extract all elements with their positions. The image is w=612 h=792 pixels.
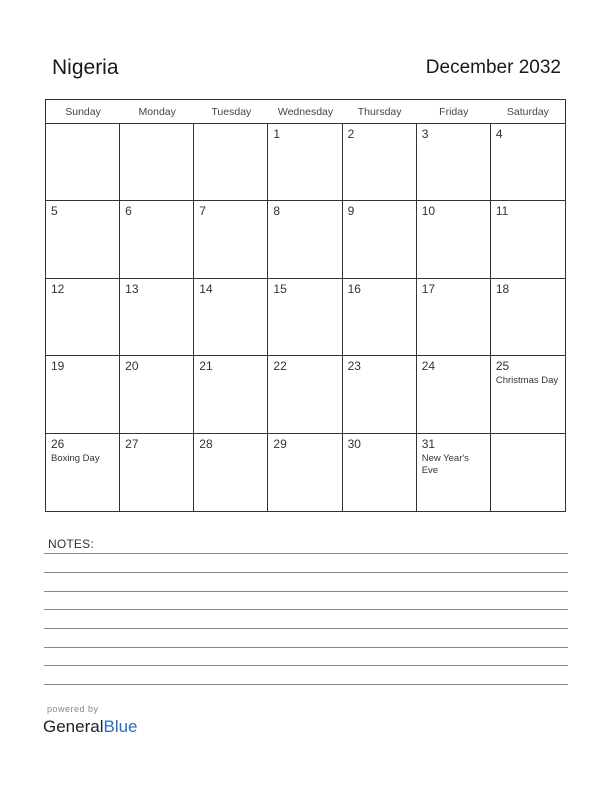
day-cell (491, 356, 565, 433)
day-number: 11 (495, 204, 509, 219)
day-number: 25 (495, 359, 510, 374)
day-cell (268, 434, 342, 511)
calendar-day-grid (46, 124, 565, 511)
note-line (44, 553, 568, 554)
day-number: 10 (421, 204, 436, 219)
day-number: 5 (51, 204, 58, 219)
note-line (44, 628, 568, 629)
day-cell (46, 201, 120, 278)
day-number: 19 (51, 359, 65, 374)
day-cell (268, 201, 342, 278)
weekday-tuesday: Tuesday (211, 106, 252, 118)
day-cell (194, 356, 268, 433)
day-cell (491, 201, 565, 278)
day-number: 9 (347, 204, 355, 219)
calendar-country-title: Nigeria (52, 56, 119, 79)
note-line (44, 572, 568, 573)
day-number: 6 (125, 204, 132, 219)
note-line (44, 609, 568, 610)
day-number: 27 (125, 436, 139, 451)
day-number: 22 (273, 359, 287, 374)
day-number: 1 (273, 127, 281, 141)
note-line (44, 591, 568, 592)
day-number: 23 (347, 359, 361, 374)
day-number: 28 (199, 436, 213, 451)
calendar-month-title: December 2032 (425, 57, 561, 78)
day-cell (491, 279, 565, 356)
brand-blue-text: Blue (103, 717, 138, 736)
note-line (44, 665, 568, 666)
day-cell (268, 356, 342, 433)
day-cell (417, 356, 491, 433)
day-cell (120, 279, 194, 356)
day-number: 26 (51, 436, 65, 451)
note-line (44, 647, 568, 648)
note-line (44, 684, 568, 685)
day-cell (491, 434, 565, 511)
weekday-header-row (46, 100, 565, 124)
day-cell (417, 124, 491, 201)
day-cell (343, 124, 417, 201)
day-cell (417, 434, 491, 511)
holiday-label: Boxing Day (51, 452, 100, 464)
day-number: 30 (347, 436, 361, 451)
day-cell (46, 356, 120, 433)
weekday-thursday: Thursday (357, 106, 402, 118)
brand-general-text: General (43, 717, 104, 736)
day-cell (46, 279, 120, 356)
holiday-label: Christmas Day (495, 375, 559, 387)
day-number: 29 (273, 436, 287, 451)
day-number: 24 (421, 359, 436, 374)
holiday-label: New Year's Eve (421, 452, 469, 476)
day-cell (194, 201, 268, 278)
day-cell (268, 279, 342, 356)
day-cell (46, 124, 120, 201)
notes-label: NOTES: (48, 537, 94, 551)
day-number: 12 (51, 281, 65, 296)
day-cell (194, 279, 268, 356)
generalblue-logo (43, 717, 138, 737)
day-cell (343, 434, 417, 511)
weekday-friday: Friday (439, 106, 469, 118)
day-number: 15 (273, 281, 287, 296)
calendar-table (45, 99, 566, 512)
day-cell (120, 356, 194, 433)
day-cell (46, 434, 120, 511)
day-cell (417, 201, 491, 278)
day-number: 21 (199, 359, 213, 374)
day-number: 31 (421, 436, 436, 451)
day-cell (491, 124, 565, 201)
day-cell (194, 124, 268, 201)
day-number: 20 (125, 359, 139, 374)
day-cell (268, 124, 342, 201)
day-cell (120, 434, 194, 511)
day-cell (120, 124, 194, 201)
day-number: 17 (421, 281, 436, 296)
day-number: 8 (273, 204, 281, 219)
weekday-monday: Monday (138, 106, 176, 118)
day-cell (343, 201, 417, 278)
day-cell (194, 434, 268, 511)
day-number: 4 (495, 127, 503, 141)
day-cell (343, 356, 417, 433)
day-number: 7 (199, 204, 206, 219)
day-number: 14 (199, 281, 213, 296)
day-number: 13 (125, 281, 139, 296)
powered-by-text: powered by (47, 704, 99, 714)
day-cell (343, 279, 417, 356)
day-number: 3 (421, 127, 429, 141)
day-cell (120, 201, 194, 278)
day-number: 2 (347, 127, 355, 141)
day-cell (417, 279, 491, 356)
day-number: 18 (495, 281, 510, 296)
day-number: 16 (347, 281, 361, 296)
weekday-sunday: Sunday (65, 106, 101, 118)
weekday-saturday: Saturday (506, 106, 549, 118)
weekday-wednesday: Wednesday (277, 106, 334, 118)
